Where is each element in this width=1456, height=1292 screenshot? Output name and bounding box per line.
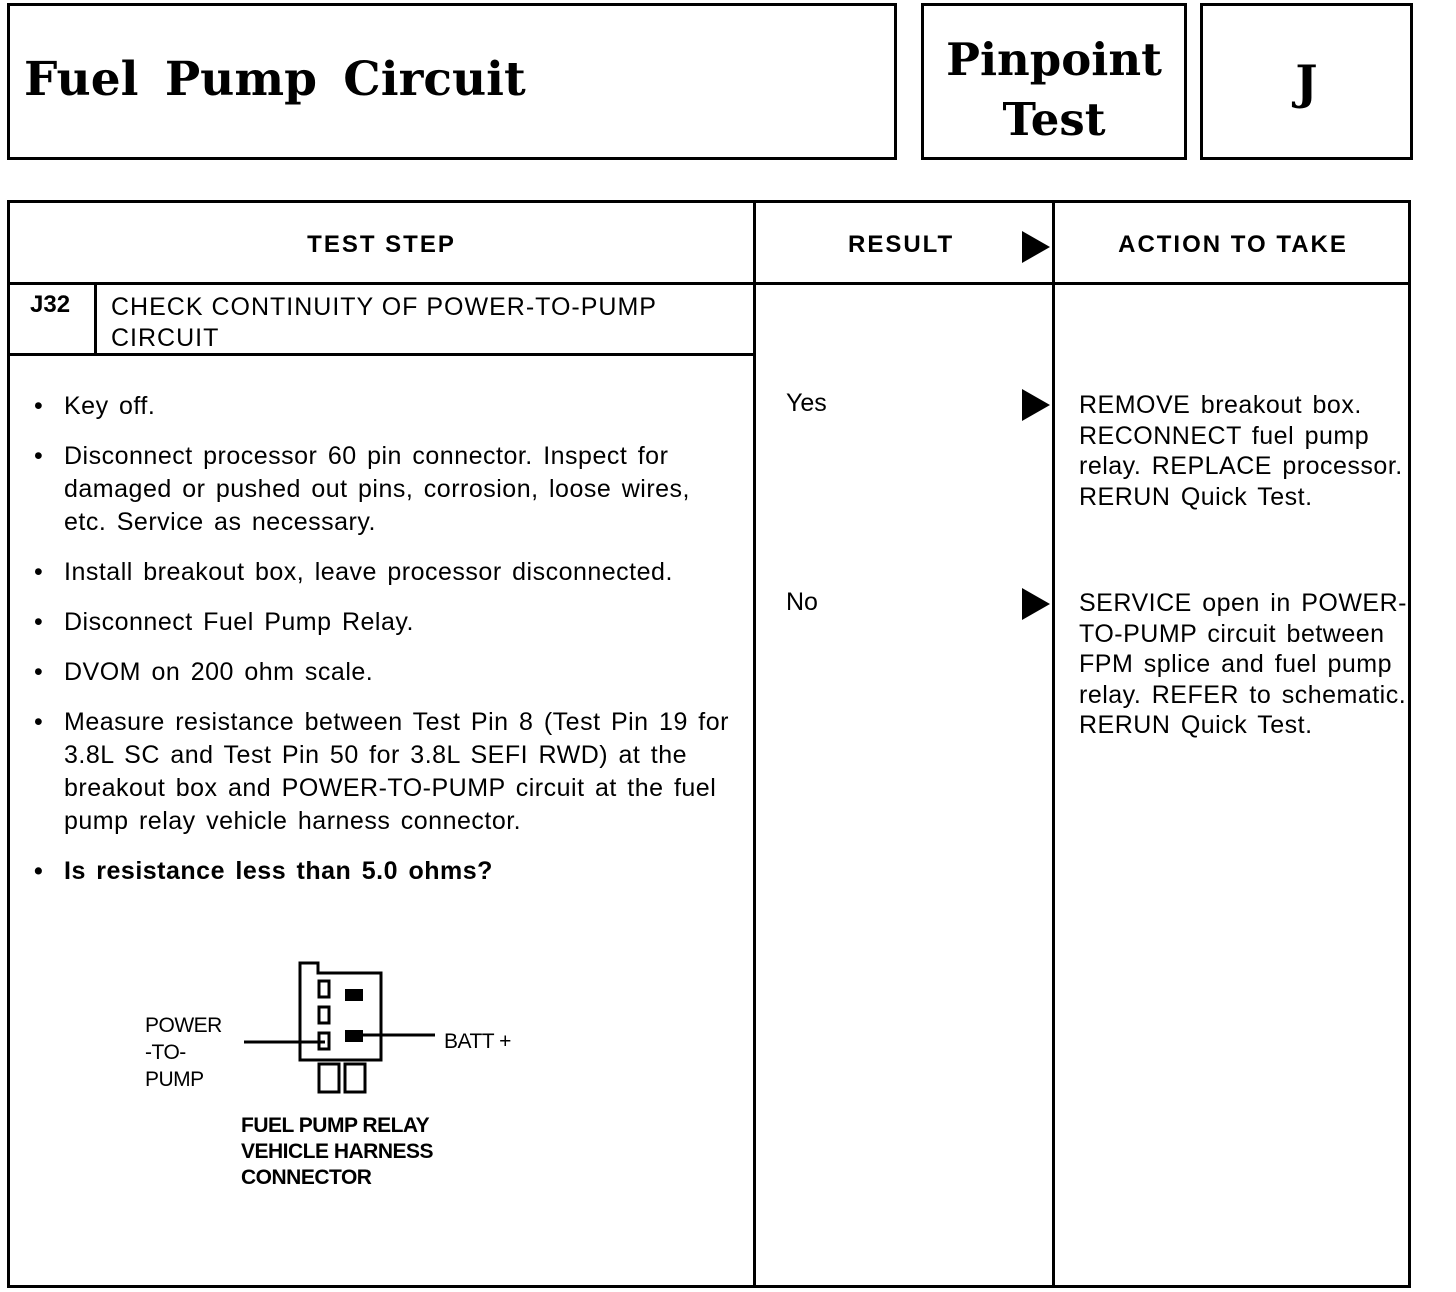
power-to-pump-label: POWER -TO- PUMP <box>145 1014 222 1091</box>
step-id: J32 <box>30 291 71 318</box>
result-arrow-icon <box>1022 231 1050 263</box>
test-letter-box <box>1200 3 1413 160</box>
result-yes: Yes <box>786 389 827 417</box>
pinpoint-line-1: Pinpoint <box>946 33 1162 86</box>
bullet-icon: • <box>34 708 44 736</box>
bullet-icon: • <box>34 442 44 470</box>
connector-body <box>300 963 381 1060</box>
bullet-icon: • <box>34 857 44 885</box>
pinpoint-test-box <box>921 3 1187 160</box>
bullet-icon: • <box>34 658 44 686</box>
no-arrow-icon <box>1022 588 1050 620</box>
connector-tab-right <box>345 1064 365 1092</box>
column-divider-2 <box>1052 203 1055 1285</box>
header-divider <box>10 282 1408 285</box>
batt-label: BATT + <box>444 1030 511 1053</box>
test-table <box>7 200 1411 1288</box>
connector-tab-left <box>319 1064 339 1092</box>
column-divider-1 <box>753 203 756 1285</box>
bullet-icon: • <box>34 558 44 586</box>
header-action: ACTION TO TAKE <box>1118 231 1348 258</box>
step-instructions <box>34 390 734 905</box>
page-title: Fuel Pump Circuit <box>24 52 526 107</box>
instruction-item: • Measure resistance between Test Pin 8 (Test Pin 19 for 3.8L SC and Test Pin 50 for 3.8L SEFI RWD) at the breakout box and POWER-TO-PUMP circuit at the fuel pump relay vehicle harness connector. <box>34 708 729 835</box>
bullet-icon: • <box>34 392 44 420</box>
header-test-step: TEST STEP <box>307 231 456 258</box>
instruction-item: • Key off. <box>34 390 734 423</box>
test-letter: J <box>1295 56 1318 111</box>
instruction-question: • Is resistance less than 5.0 ohms? <box>34 855 734 888</box>
title-box <box>7 3 897 160</box>
instruction-item: • Disconnect Fuel Pump Relay. <box>34 606 734 639</box>
yes-arrow-icon <box>1022 389 1050 421</box>
instruction-item: • Disconnect processor 60 pin connector. Inspect for damaged or pushed out pins, corrosion, loose wires, etc. Service as necessary. <box>34 442 690 536</box>
action-no: SERVICE open in POWER-TO-PUMP circuit between FPM splice and fuel pump relay. REFER to schematic. RERUN Quick Test. <box>1079 589 1407 739</box>
instruction-item: • Install breakout box, leave processor disconnected. <box>34 556 734 589</box>
pinpoint-test-label <box>924 30 1184 150</box>
instruction-item: • DVOM on 200 ohm scale. <box>34 656 734 689</box>
terminal-batt <box>345 1030 363 1042</box>
terminal-top-left <box>319 981 329 997</box>
step-title: CHECK CONTINUITY OF POWER-TO-PUMP CIRCUIT <box>111 293 657 352</box>
pinpoint-line-2: Test <box>1002 93 1106 146</box>
action-yes: REMOVE breakout box. RECONNECT fuel pump relay. REPLACE processor. RERUN Quick Test. <box>1079 391 1403 511</box>
header-result: RESULT <box>848 231 955 258</box>
terminal-mid-left <box>319 1007 329 1023</box>
terminal-top-right <box>345 989 363 1001</box>
diagram-caption: FUEL PUMP RELAY VEHICLE HARNESS CONNECTOR <box>241 1114 434 1189</box>
bullet-icon: • <box>34 608 44 636</box>
result-no: No <box>786 588 818 616</box>
step-id-divider <box>94 283 97 355</box>
